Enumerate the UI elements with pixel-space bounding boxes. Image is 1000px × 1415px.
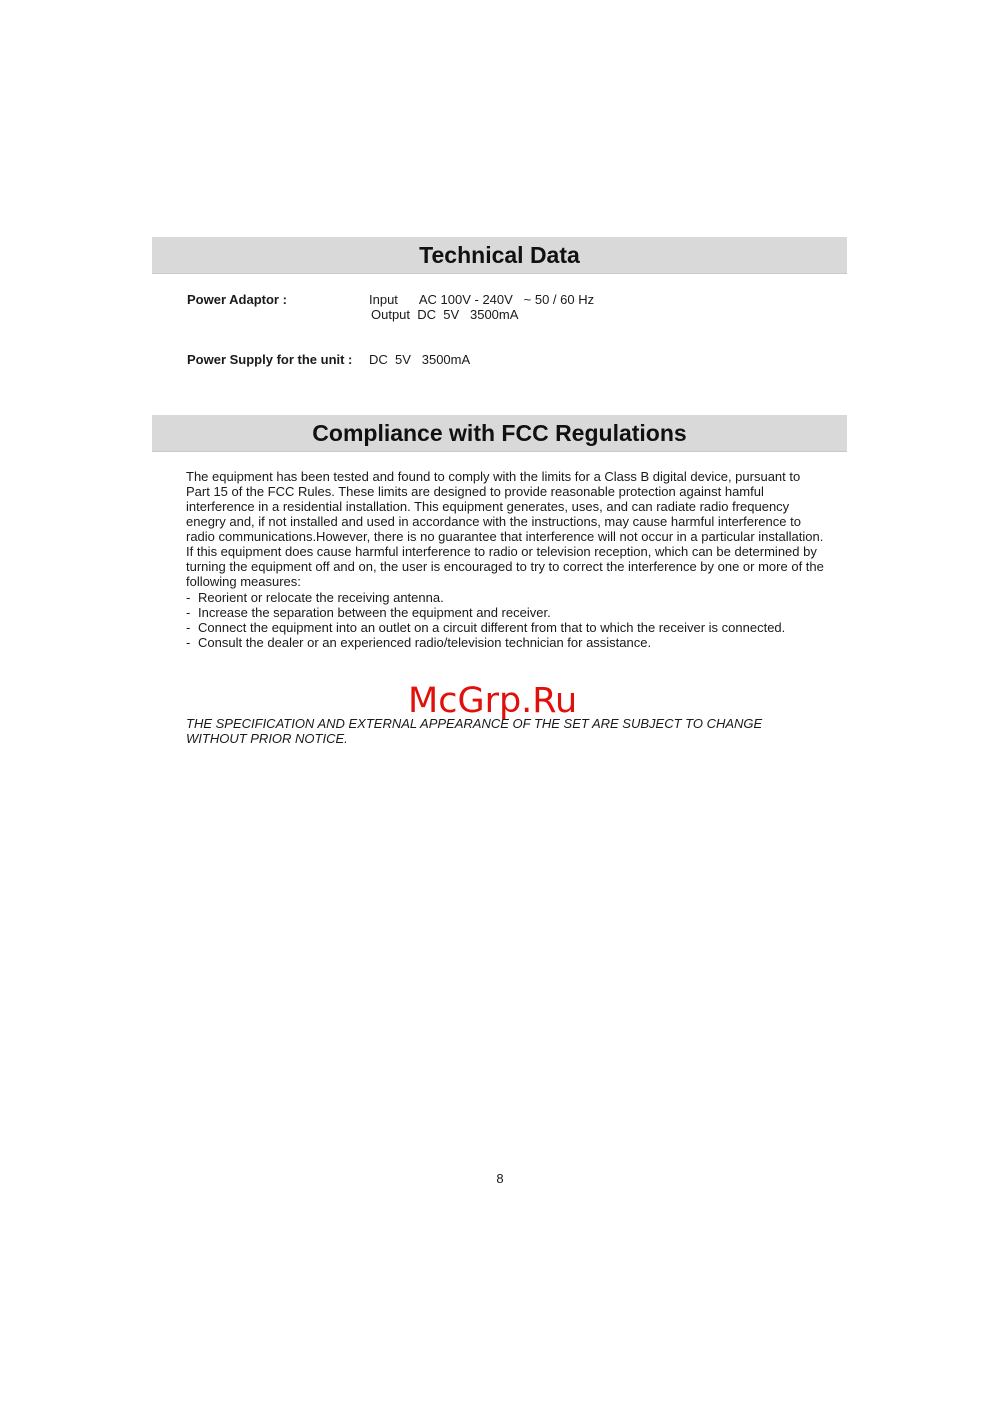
technical-data-title: Technical Data [419, 241, 580, 268]
measure-text: Reorient or relocate the receiving antenna. [198, 590, 444, 605]
bullet-dash: - [186, 605, 191, 620]
fcc-header-bar [152, 415, 847, 452]
page-number: 8 [496, 1171, 504, 1186]
list-item [186, 605, 826, 620]
watermark: McGrp.Ru [408, 681, 578, 721]
change-notice: THE SPECIFICATION AND EXTERNAL APPEARANCE OF THE SET ARE SUBJECT TO CHANGE WITHOUT PRIOR NOTICE. [186, 716, 763, 746]
list-item [186, 635, 826, 650]
technical-data-header-bar [152, 237, 847, 274]
bullet-dash: - [186, 590, 191, 605]
fcc-measures-list [186, 590, 826, 650]
power-supply-label: Power Supply for the unit : [187, 352, 353, 367]
power-adaptor-output: Output DC 5V 3500mA [371, 307, 519, 322]
power-supply-value: DC 5V 3500mA [369, 352, 471, 367]
list-item [186, 620, 826, 635]
measure-text: Connect the equipment into an outlet on a circuit different from that to which the receiver is connected. [198, 620, 786, 635]
list-item [186, 590, 826, 605]
fcc-body-text: The equipment has been tested and found to comply with the limits for a Class B digital device, pursuant to Part 15 of the FCC Rules. These limits are designed to provide reasonable protection against hamful interference in a residential installation. This equipment generates, uses, and can radiate radio frequency enegry and, if not installed and used in accordance with the instructions, may cause harmful interference to radio communications.However, there is no guarantee that interference will not occur in a particular installation. If this equipment does cause harmful interference to radio or television reception, which can be determined by turning the equipment off and on, the user is encouraged to try to correct the interference by one or more of the following measures: [186, 469, 824, 589]
measure-text: Consult the dealer or an experienced radio/television technician for assistance. [198, 635, 652, 650]
bullet-dash: - [186, 620, 191, 635]
power-adaptor-input: Input AC 100V - 240V ~ 50 / 60 Hz [369, 292, 595, 307]
fcc-title: Compliance with FCC Regulations [312, 419, 687, 446]
power-adaptor-label: Power Adaptor : [187, 292, 287, 307]
bullet-dash: - [186, 635, 191, 650]
measure-text: Increase the separation between the equipment and receiver. [198, 605, 551, 620]
